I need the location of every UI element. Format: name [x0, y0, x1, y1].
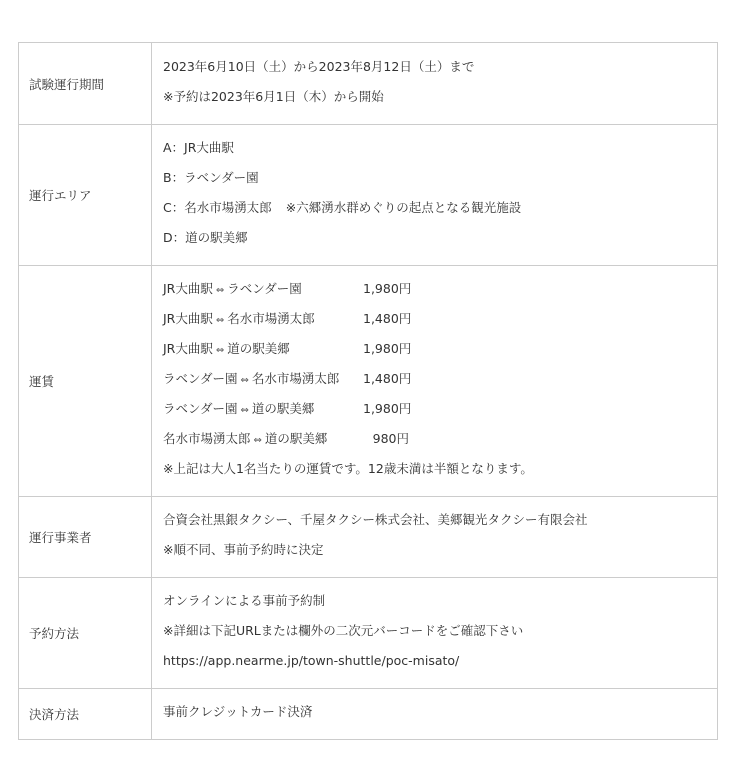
fare-item [163, 277, 707, 307]
table-row-payment [19, 689, 718, 740]
fare-price: 1,480円 [363, 371, 412, 386]
area-content [152, 125, 718, 266]
booking-content [152, 578, 718, 689]
row-label: 試験運行期間 [19, 43, 152, 125]
row-label: 運賃 [19, 266, 152, 497]
fare-from: ラベンダー園 [163, 401, 238, 416]
fare-to: 道の駅美郷 [264, 431, 328, 446]
fare-item [163, 367, 707, 397]
fare-price: 980円 [372, 431, 409, 446]
table-row-area [19, 125, 718, 266]
arrow-both-icon: ⇔ [215, 345, 225, 356]
fare-item [163, 427, 707, 457]
booking-method: オンラインによる事前予約制 [163, 593, 326, 608]
operator-content [152, 497, 718, 578]
fare-item [163, 307, 707, 337]
row-label: 運行事業者 [19, 497, 152, 578]
fare-from: 名水市場湧太郎 [163, 431, 251, 446]
area-c-note: ※六郷湧水群めぐりの起点となる観光施設 [285, 200, 522, 215]
period-reservation-note: ※予約は2023年6月1日（木）から開始 [163, 88, 384, 104]
payment-method: 事前クレジットカード決済 [163, 704, 313, 719]
booking-url-line [163, 649, 707, 679]
fare-to: 道の駅美郷 [227, 341, 290, 356]
table-row-operator [19, 497, 718, 578]
fare-price: 1,980円 [363, 401, 412, 416]
row-label: 運行エリア [19, 125, 152, 266]
info-table [18, 42, 718, 740]
arrow-both-icon: ⇔ [253, 435, 262, 446]
area-b: B：ラベンダー園 [163, 170, 259, 185]
booking-url-link[interactable]: https://app.nearme.jp/town-shuttle/poc-misato/ [163, 653, 460, 668]
area-c [163, 196, 707, 226]
row-label: 予約方法 [19, 578, 152, 689]
table-row-booking [19, 578, 718, 689]
fare-price: 1,980円 [363, 341, 412, 356]
arrow-both-icon: ⇔ [240, 405, 249, 416]
row-label: 決済方法 [19, 689, 152, 740]
payment-content [152, 689, 718, 740]
fare-to: 名水市場湧太郎 [251, 371, 340, 386]
fare-to: ラベンダー園 [227, 281, 302, 296]
fare-item [163, 397, 707, 427]
fare-price: 1,980円 [363, 281, 412, 296]
fare-content [152, 266, 718, 497]
arrow-both-icon: ⇔ [240, 375, 249, 386]
fare-from: ラベンダー園 [163, 371, 238, 386]
fare-from: JR大曲駅 [163, 311, 213, 326]
period-content [152, 43, 718, 125]
booking-note: ※詳細は下記URLまたは欄外の二次元バーコードをご確認下さい [163, 623, 524, 638]
arrow-both-icon: ⇔ [215, 285, 225, 296]
table-row-period [19, 43, 718, 125]
fare-note: ※上記は大人1名当たりの運賃です。12歳未満は半額となります。 [163, 461, 533, 476]
arrow-both-icon: ⇔ [215, 315, 225, 326]
table-row-fare [19, 266, 718, 497]
period-dates: 2023年6月10日（土）から2023年8月12日（土）まで [163, 58, 475, 74]
fare-item [163, 337, 707, 367]
operator-note: ※順不同、事前予約時に決定 [163, 542, 324, 557]
fare-from: JR大曲駅 [163, 281, 213, 296]
area-c-name: C：名水市場湧太郎 [163, 200, 272, 215]
fare-to: 名水市場湧太郎 [227, 311, 315, 326]
operator-names: 合資会社黒銀タクシー、千屋タクシー株式会社、美郷観光タクシー有限会社 [163, 512, 588, 527]
fare-price: 1,480円 [363, 311, 412, 326]
fare-to: 道の駅美郷 [251, 401, 315, 416]
fare-from: JR大曲駅 [163, 341, 213, 356]
area-d: D：道の駅美郷 [163, 230, 248, 245]
area-a: A：JR大曲駅 [163, 140, 234, 155]
